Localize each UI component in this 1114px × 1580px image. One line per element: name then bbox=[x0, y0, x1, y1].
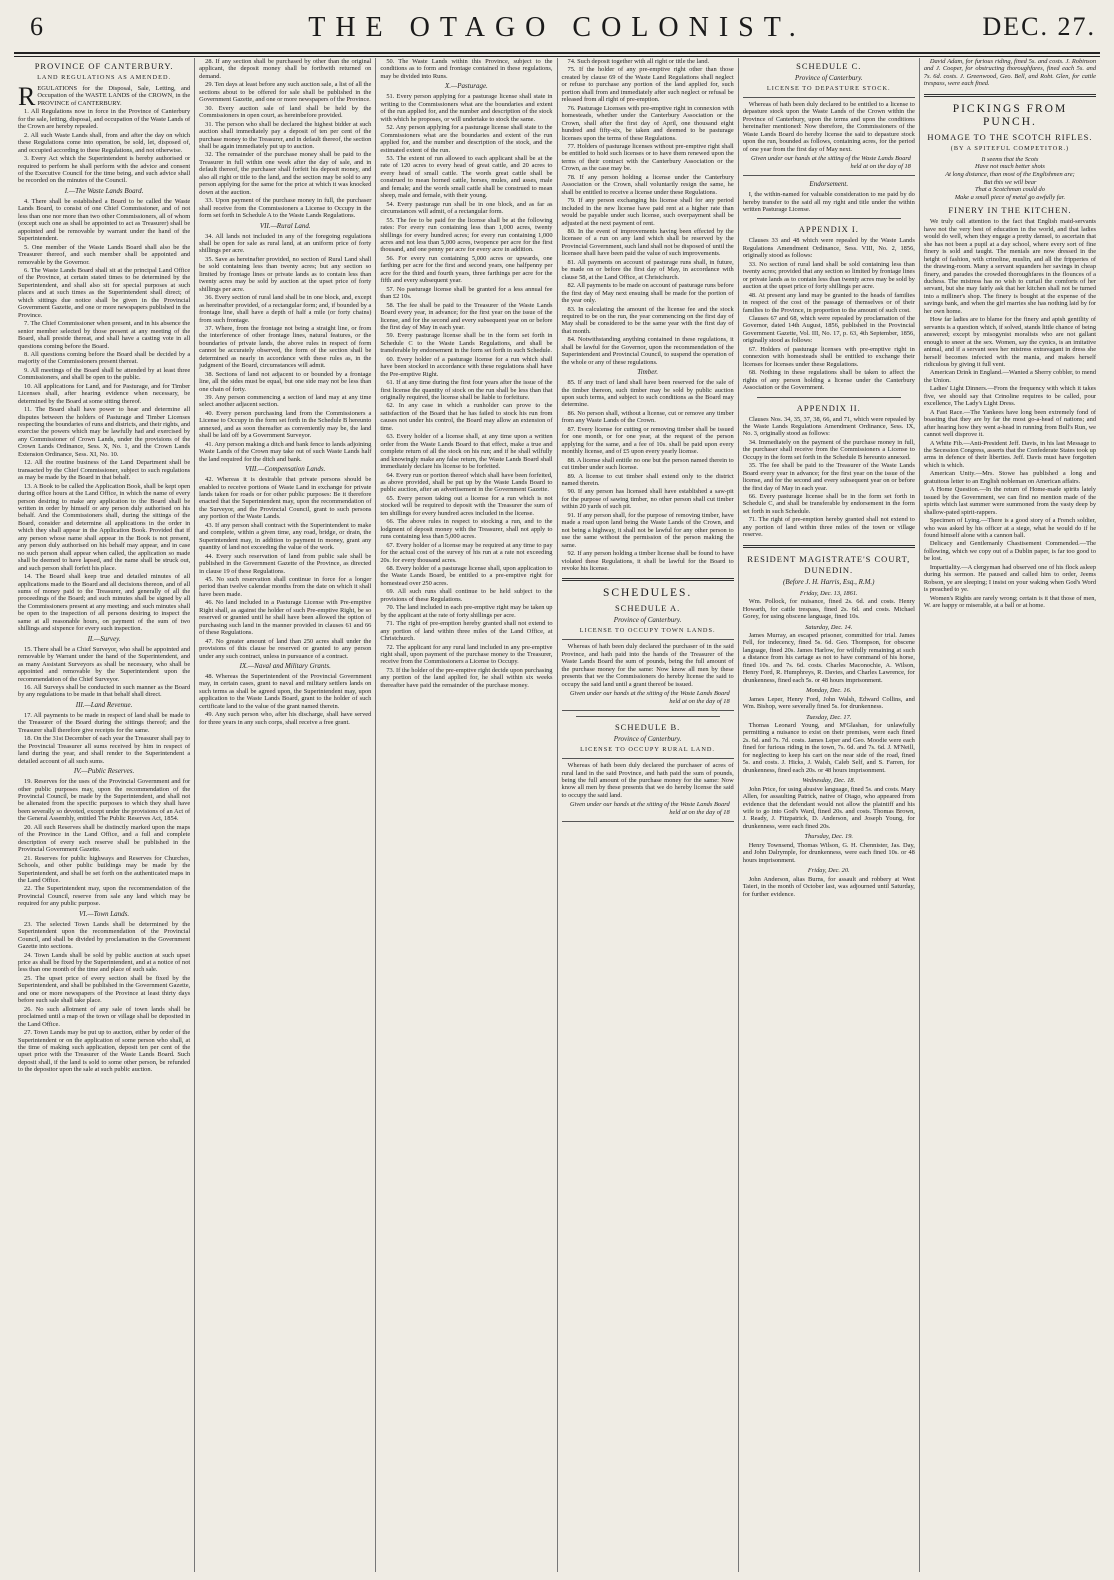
schedule-c-heading: SCHEDULE C. bbox=[796, 61, 862, 71]
paragraph: 64. Every run or portion thereof which shall have been forfeited, as above provided, shall be put up by the Waste Lands Board to public auction, after an advertisement in the Government Gazette. bbox=[380, 471, 553, 494]
poem-line: Make a small piece of metal go awfully far. bbox=[954, 193, 1066, 201]
paragraph: 5. One member of the Waste Lands Board shall also be the Treasurer thereof, and such member shall be appointed and removable by the Governor. bbox=[18, 243, 191, 266]
schedule-a-heading: SCHEDULE A. bbox=[614, 603, 681, 614]
paragraph: 52. Any person applying for a pasturage license shall state to the Commissioners what are the boundaries and extent of the run applied for, and the number and description of the stock, and the estimated extent of the run. bbox=[380, 124, 553, 154]
endorsement-heading: Endorsement. bbox=[809, 180, 849, 189]
finery-heading: FINERY IN THE KITCHEN. bbox=[948, 205, 1072, 216]
paragraph: 31. The person who shall be declared the highest bidder at such auction shall immediately pay a deposit of ten per cent of the purchase money to the Treasurer, and in default thereof, the section shall be again immediately put up to auction. bbox=[199, 120, 372, 150]
paragraph: 73. If the holder of the pre-emptive right decide upon purchasing any portion of the land applied for, he shall within six weeks thereafter have paid the remainder of the purchase money. bbox=[380, 666, 553, 689]
paragraph: 40. Every person purchasing land from the Commissioners a License to Occupy in the form set forth in the Schedule B hereunto annexed, and as soon thereafter as conveniently may be, the land shall be laid off by a Government Surveyor. bbox=[199, 409, 372, 440]
paragraph: 58. The fee shall be paid to the Treasurer of the Waste Lands Board every year, in advance; for the first year on the issue of the license, and for the second and every subsequent year on or before the first day of May in each year. bbox=[380, 301, 553, 331]
newspaper-title: THE OTAGO COLONIST. bbox=[308, 12, 806, 43]
masthead-rule bbox=[14, 52, 1100, 57]
court-date: Tuesday, Dec. 17. bbox=[806, 713, 852, 721]
paragraph: 26. No such allotment of any sale of town lands shall be proclaimed until a map of the town or village shall be deposited in the Land Office. bbox=[18, 1005, 191, 1028]
schedule-b-caption: LICENSE TO OCCUPY RURAL LAND. bbox=[580, 746, 716, 754]
court-entry: Thomas Leonard Young, and M'Glashan, for unlawfully permitting a nuisance to exist on their premises, were each fined 2s. 6d. and 7s. 7d. costs. James Leper and Geo. Moodie were each fined for furious riding in the town, 7s. 6d. and 7s. 6d. J. M'Neill, for neglecting to keep his cart on the near side of the road, fined 5s. and costs. J. Hicks, J. Walsh, Caleb Self, and S. Farren, for drunkenness, fined each 20s. or 48 hours imprisonment. bbox=[742, 722, 915, 774]
paragraph: 67. Every holder of a license may be required at any time to pay for the actual cost of the survey of his run at a rate not exceeding 20s. for every thousand acres. bbox=[380, 541, 553, 564]
masthead bbox=[14, 6, 1100, 50]
section-heading: PROVINCE OF CANTERBURY. bbox=[34, 61, 174, 71]
divider bbox=[757, 397, 901, 398]
paragraph: 41. Any person making a ditch and bank fence to lands adjoining Waste Lands of the Crown may take out of such Waste Lands half the land required for the ditch and bank. bbox=[199, 440, 372, 463]
subsection-heading: VI.—Town Lands. bbox=[79, 909, 130, 918]
paragraph: 18. On the 31st December of each year the Treasurer shall pay to the Provincial Treasurer all sums received by him in respect of land during the year, and shall render to the Superintendent a detailed account of all such sums. bbox=[18, 735, 191, 765]
paragraph: 85. If any tract of land shall have been reserved for the sale of the timber thereon, such timber may be sold by public auction upon such terms, and subject to such conditions as the Board may determine. bbox=[561, 379, 734, 409]
poem-line: That a Scotchman could do bbox=[974, 186, 1045, 194]
court-entry: John Anderson, alias Burns, for assault and robbery at West Taieri, in the month of October last, was adjourned until Saturday, for further evidence. bbox=[742, 875, 915, 898]
paragraph: 68. Every holder of a pasturage license shall, upon application to the Waste Lands Board, be entitled to a pre-emptive right for homestead over 250 acres. bbox=[380, 565, 553, 587]
appendix-1-heading: APPENDIX I. bbox=[798, 224, 859, 235]
paragraph: 9. All meetings of the Board shall be attended by at least three Commissioners, and shall be open to the public. bbox=[18, 366, 191, 382]
issue-date: DEC. 27. bbox=[982, 12, 1096, 41]
schedule-c-caption: LICENSE TO DEPASTURE STOCK. bbox=[766, 85, 891, 92]
column-6 bbox=[919, 58, 1100, 1572]
paragraph: 11. The Board shall have power to hear and determine all disputes between the holders of Pasturage and Timber Licenses respecting the boundaries of runs and districts, and their rights, and exercise the powers which may be lawfully had and exercised by any Commissioner of Crown Lands, under the provisions of the Crown Lands Ordinance, Sess. X, No. 1, and the Crown Lands Extension Ordinance, Sess. XI, No. 10. bbox=[18, 406, 191, 458]
paragraph: 28. If any section shall be purchased by other than the original applicant, the deposit money shall be forthwith returned on demand. bbox=[199, 58, 372, 80]
paragraph: 38. Sections of land not adjacent to or bounded by a frontage line, all the sides must be equal, but one side may not be less than one chain of forty. bbox=[199, 370, 372, 393]
paragraph: 78. If any person holding a license under the Canterbury Association or the Crown, shall voluntarily resign the same, he shall be entitled to receive a license under these Regulations. bbox=[561, 173, 734, 196]
paragraph: 27. Town Lands may be put up to auction, either by order of the Superintendent or on the application of some person who shall, at the time of making such application, deposit ten per cent of the upset price with the Treasurer of the Waste Lands Board. Such deposit shall, if the land is sold to some other person, be refunded to the depositor upon the sale at such public auction. bbox=[18, 1029, 191, 1074]
paragraph: A White Fib.—Anti-President Jeff. Davis, in his last Message to the Secession Congress, asserts that the Confederate States took up arms in defence of their liberties. Jeff. Davis must have forgotten which is which. bbox=[923, 439, 1097, 469]
court-date: Wednesday, Dec. 18. bbox=[802, 777, 856, 785]
paragraph: 79. If any person exchanging his license shall for any period included in the new license have paid rent at a higher rate than would be payable under such license, such overpayment shall be adjusted at the next payment of rent. bbox=[561, 197, 734, 227]
paragraph: 48. Whereas the Superintendent of the Provincial Government may, in certain cases, grant to naval and military settlers lands on such terms as shall be agreed upon, the Superintendent may, upon application to the Waste Lands Board, grant to the holder of such certificate land to the value of the grant named therein. bbox=[199, 672, 372, 710]
appendix-2-heading: APPENDIX II. bbox=[796, 402, 861, 413]
paragraph: 63. Every holder of a license shall, at any time upon a written order from the Waste Lands Board to that effect, make a true and complete return of all the stock on his run; and if he shall wilfully and knowingly make any false return, the Waste Lands Board shall immediately declare his license to be forfeited. bbox=[380, 433, 553, 471]
paragraph: 34. All lands not included in any of the foregoing regulations shall be open for sale as rural land, at an uniform price of forty shillings per acre. bbox=[199, 232, 372, 255]
paragraph: We truly call attention to the fact that English maid-servants have not the very best of education in the world, and that ladies would do well, when they engage a pretty damsel, to ascertain that she has not been a pupil at a day school, where every sort of fine finery is sold and taught. The menials are now dressed in the height of fashion, with crinoline, muslin, and all the fripperies of the drawing-room. Many a servant squanders her savings in cheap finery, and parades the crowded thoroughfares in the flounces of a duchess. The mistress has no wish to curtail the comforts of her servant, but she may fairly ask that her kitchen shall not be turned into a milliner's shop. The finery is bought at the expense of the savings bank, and when the girl marries she has nothing laid by for her own home. bbox=[923, 218, 1097, 315]
subsection-heading: I.—The Waste Lands Board. bbox=[64, 186, 144, 195]
form-signature-line: Given under our hands at the sitting of the Waste Lands Board held at on the day of 18 bbox=[569, 690, 730, 705]
poem-line: But this we will bear bbox=[983, 178, 1037, 186]
homage-heading: HOMAGE TO THE SCOTCH RIFLES. bbox=[927, 131, 1093, 142]
paragraph: 82. All payments to be made on account of pasturage runs before the first day of May next ensuing shall be made for the portion of the year only. bbox=[561, 282, 734, 305]
page-columns bbox=[14, 58, 1100, 1572]
paragraph: Delicacy and Gentlemanly Chastisement Commended.—The following, which we copy out of a Dublin paper, is far too good to be lost. bbox=[923, 540, 1097, 563]
paragraph: 10. All applications for Land, and for Pasturage, and for Timber Licenses shall, after hearing evidence when necessary, be determined by the Board at some sitting thereof. bbox=[18, 382, 191, 405]
column-3 bbox=[375, 58, 556, 1572]
paragraph: 4. There shall be established a Board to be called the Waste Lands Board, to consist of one Chief Commissioner, and of not less than one nor more than two other Commissioners, all of whom (except such one as shall be appointed to act as Treasurer) shall be appointed and be removable by warrant under the hand of the Superintendent. bbox=[18, 197, 191, 243]
paragraph: A Fast Race.—The Yankees have long been extremely fond of boasting that they are by far the most go-a-head of nations; and after hearing how they went a-head in running from Bull's Run, we cannot well disprove it. bbox=[923, 408, 1097, 439]
form-signature-line: Given under our hands at the sitting of the Waste Lands Board held at on the day of 18 bbox=[569, 801, 730, 816]
divider bbox=[576, 716, 720, 717]
form-text: Whereas of hath been duly declared the purchaser of acres of rural land in the said Province, and hath paid the sum of pounds, being the full amount of the purchase money for the same: Now know all men by these presents that we do hereby license the said to occupy the said land. bbox=[561, 762, 734, 799]
paragraph: 35. The fee shall be paid to the Treasurer of the Waste Lands Board every year in advance; for the first year on the issue of the license, and for the second and every subsequent year on or before the first day of May in each year. bbox=[742, 462, 915, 492]
paragraph: Ladies' Light Dinners.—From the frequency with which it takes five, we should say that Crinoline requires to be called, pour excellence, The Lady's Light Dress. bbox=[923, 385, 1097, 408]
paragraph: 21. Reserves for public highways and Reserves for Churches, Schools, and other public buildings may be made by the Superintendent, and shall be set forth on the authenticated maps in the Land Office. bbox=[18, 854, 191, 884]
paragraph: 1. All Regulations now in force in the Province of Canterbury for the sale, letting, disposal, and occupation of the Waste Lands of the Crown are hereby repealed. bbox=[18, 108, 191, 131]
paragraph: 88. A license shall entitle no one but the person named therein to cut timber under such license. bbox=[561, 456, 734, 472]
poem-line: Have not much better shots bbox=[974, 163, 1045, 171]
paragraph: American Unity.—Mrs. Stowe has published a long and gratuitous letter to an English nobleman on American affairs. bbox=[923, 470, 1097, 485]
paragraph: 44. Every such reservation of land from public sale shall be published in the Government Gazette of the Province, as directed in clause 19 of these Regulations. bbox=[199, 552, 372, 575]
paragraph: 12. All the routine business of the Land Department shall be transacted by the Chief Commissioner, subject to such regulations as may be made by the Board in that behalf. bbox=[18, 459, 191, 482]
paragraph: 3. Every Act which the Superintendent is hereby authorised or required to perform he shall perform with the advice and consent of the Executive Council for the time being, and such advice shall be recorded on the minutes of the Council. bbox=[18, 155, 191, 185]
paragraph: 33. Upon payment of the purchase money in full, the purchaser shall receive from the Commissioners a License to Occupy in the form set forth in Schedule A to the Waste Lands Regulations. bbox=[199, 197, 372, 220]
schedule-b-form bbox=[562, 758, 734, 822]
paragraph: 55. The fee to be paid for the license shall be at the following rates: For every run containing less than 1,000 acres, twenty shillings for every hundred acres; for every run containing 1,000 acres and not less than 5,000 acres, twopence per acre for the first thousand, and one penny per acre for every acre in addition. bbox=[380, 216, 553, 254]
paragraph: 66. The above rules in respect to stocking a run, and to the lodgment of deposit money with the Treasurer, shall not apply to runs containing less than 5,000 acres. bbox=[380, 518, 553, 541]
column-2 bbox=[194, 58, 375, 1572]
paragraph: 67. Holders of pasturage licenses with pre-emptive right in connexion with homesteads shall be entitled to exchange their licenses for licenses under these Regulations. bbox=[742, 345, 915, 368]
paragraph: 43. If any person shall contract with the Superintendent to make and complete, within a given time, any road, bridge, or drain, the Superintendent may, in addition to payment in money, grant any quantity of land not exceeding the value of the work. bbox=[199, 521, 372, 552]
schedule-c-form bbox=[743, 97, 915, 176]
schedule-b-province: Province of Canterbury. bbox=[613, 735, 682, 744]
paragraph: 56. For every run containing 5,000 acres or upwards, one farthing per acre for the first and second years, one halfpenny per acre for the third and fourth years, three farthings per acre for the fifth and every subsequent year. bbox=[380, 254, 553, 285]
paragraph: 42. Whereas it is desirable that private persons should be enabled to receive portions of Waste Land in exchange for private lands taken for roads or for other public purposes: Be it therefore enacted that the Superintendent may, upon the recommendation of the Surveyor, and the Provincial Council, grant to such persons any portion of the Waste Lands. bbox=[199, 476, 372, 521]
paragraph: 29. Ten days at least before any such auction sale, a list of all the sections about to be offered for sale shall be published in the Government Gazette, and one or more newspapers of the Province. bbox=[199, 81, 372, 104]
paragraph: 71. The right of pre-emption hereby granted shall not extend to any portion of land within three miles of the Land Office, at Christchurch. bbox=[380, 620, 553, 643]
paragraph: 60. Every holder of a pasturage license for a run which shall have been stocked in accordance with these regulations shall have the Pre-emptive Right. bbox=[380, 355, 553, 378]
paragraph: 65. Every person taking out a license for a run which is not stocked will be required to deposit with the Treasurer the sum of ten shillings for every hundred acres included in the license. bbox=[380, 494, 553, 517]
paragraph: 83. In calculating the amount of the license fee and the stock required to be on the run, the year commencing on the first day of May shall be considered to be the same year with the first day of that month. bbox=[561, 305, 734, 335]
paragraph: 54. Every pasturage run shall be in one block, and as far as circumstances will admit, of a rectangular form. bbox=[380, 200, 553, 216]
column-4 bbox=[557, 58, 738, 1572]
paragraph: Clauses Nos. 34, 35, 37, 38, 66, and 71, which were repealed by the Waste Lands Regulations Amendment Ordinance, Sess. IX, No. 3, originally stood as follows: bbox=[742, 415, 915, 438]
paragraph: 80. In the event of improvements having been effected by the licensee of a run on any land which shall be reserved by the Provincial Government, such land shall not be disposed of until the licensee shall have been paid the value of such improvements. bbox=[561, 227, 734, 258]
paragraph: 17. All payments to be made in respect of land shall be made to the Treasurer of the Board during the sittings thereof; and the Treasurer shall therefore give receipts for the same. bbox=[18, 711, 191, 734]
paragraph: 48. At present any land may be granted to the heads of families in respect of the cost of the passage of themselves or of their families to the Province, in proportion to the amount of such cost. bbox=[742, 291, 915, 314]
paragraph: 57. No pasturage license shall be granted for a less annual fee than £2 10s. bbox=[380, 285, 553, 301]
intro-text: EGULATIONS for the Disposal, Sale, Letting, and Occupation of the WASTE LANDS of the CROWN, in the PROVINCE of CANTERBURY. bbox=[37, 85, 191, 107]
paragraph: 6. The Waste Lands Board shall sit at the principal Land Office of the Province, at certain stated times to be determined by the Superintendent, and shall also sit for special purposes at such places and at such times as the Superintendent shall direct; of which sittings due notice shall be given in the Provincial Government Gazette, and one or more newspapers published in the Province. bbox=[18, 266, 191, 319]
paragraph: 49. Any such person who, after his discharge, shall have served for three years in any such corps, shall receive a free grant. bbox=[199, 711, 372, 726]
paragraph: 87. Every license for cutting or removing timber shall be issued for one month, or for one year, at the request of the person applying for the same, and a fee of 10s. shall be paid upon every monthly license, and of £5 upon every yearly license. bbox=[561, 425, 734, 456]
schedule-a-form bbox=[562, 639, 734, 711]
paragraph: David Adam, for furious riding, fined 5s. and costs. J. Robinson and J. Cooper, for obstructing thoroughfares, fined each 5s. and 7s. 6d. costs. J. Greenwood, Geo. Bell, and Robt. Glen, for cattle trespass, were each fined. bbox=[923, 58, 1097, 88]
paragraph: 25. The upset price of every section shall be fixed by the Superintendent, and shall be published in the Government Gazette, and one or more newspapers of the Province at least thirty days before such sale shall take place. bbox=[18, 974, 191, 1005]
pickings-heading: PICKINGS FROM PUNCH. bbox=[952, 102, 1068, 128]
paragraph: 66. Every pasturage license shall be in the form set forth in Schedule C, and shall be transferable by endorsement in the form set forth in such Schedule. bbox=[742, 493, 915, 515]
column-5 bbox=[738, 58, 919, 1572]
court-entry: James Murray, an escaped prisoner, committed for trial. James Fell, for indecency, fined 5s. 6d. Geo. Thompson, for obscene language, fined 20s. James Harlow, for wilfully remaining at such a distance from his cartage as not to have command of his horse, fined 10s. and 7s. 6d. costs. Charles Maconochie, A. Wilson, Henry Ford, R. Humphreys, R. Davies, and Charles Lawrence, for drunkenness, fined each 5s. or 48 hours imprisonment. bbox=[742, 632, 915, 684]
paragraph: 72. The applicant for any rural land included in any pre-emptive right shall, upon payment of the purchase money to the Treasurer, receive from the Commissioners a License to Occupy. bbox=[380, 643, 553, 666]
paragraph: 30. Every auction sale of land shall be held by the Commissioners in open court, as hereinbefore provided. bbox=[199, 104, 372, 120]
court-entry: Henry Townsend, Thomas Wilson, G. H. Chennister, Jas. Day, and John Dalrymple, for drunkenness, were each fined 10s. or 48 hours imprisonment. bbox=[742, 841, 915, 864]
form-text: Whereas of hath been duly declared to be entitled to a license to depasture stock upon the Waste Lands of the Crown within the Province of Canterbury, upon the terms and upon the conditions hereinafter mentioned: Now therefore, the Commissioners of the Waste Lands Board do hereby license the said to depasture stock upon the run, bounded as follows, containing acres, for the period of one year from the first day of May next. bbox=[742, 101, 915, 153]
paragraph: 34. Immediately on the payment of the purchase money in full, the purchaser shall receive from the Commissioners a License to Occupy in the form set forth in the Schedule B hereunto annexed. bbox=[742, 438, 915, 461]
paragraph: A Home Question.—In the return of Home-made spirits lately issued by the Government, we can find no mention made of the spirits which last summer were summoned from the vasty deep by shallow-pated spirit-rappers. bbox=[923, 486, 1097, 516]
paragraph: Specimen of Lying.—There is a good story of a French soldier, who was asked by his officer at a siege, what he would do if he found himself alone with a cannon ball. bbox=[923, 517, 1097, 539]
article-intro bbox=[18, 82, 191, 111]
court-entry: Wm. Pollock, for nuisance, fined 2s. 6d. and costs. Henry Howarth, for cattle trespass, fined 2s. 6d. and costs. Michael Gorey, for using obscene language, fined 10s. bbox=[742, 598, 915, 621]
paragraph: 59. Every pasturage license shall be in the form set forth in Schedule C to the Waste Lands Regulations, and shall be transferable by endorsement in the form set forth in such Schedule. bbox=[380, 332, 553, 355]
paragraph: 69. All such runs shall continue to be held subject to the provisions of these Regulations. bbox=[380, 588, 553, 603]
schedule-b-heading: SCHEDULE B. bbox=[614, 722, 681, 733]
court-date: Saturday, Dec. 14. bbox=[805, 623, 853, 631]
paragraph: 33. No section of rural land shall be sold containing less than twenty acres; provided that any section so limited by frontage lines or private lands as to contain less than twenty acres may be sold by auction at the upset price of forty shillings per acre. bbox=[742, 260, 915, 291]
paragraph: 53. The extent of run allowed to each applicant shall be at the rate of 120 acres to every head of great cattle, and 20 acres to every head of small cattle. The words great cattle shall be construed to mean horned cattle, horses, mules, and asses, male and female; and the words small cattle shall be construed to mean sheep, male and female, with their young. bbox=[380, 154, 553, 200]
paragraph: 77. Holders of pasturage licenses without pre-emptive right shall be entitled to hold such licenses or to have them renewed upon the terms of their contract with the Canterbury Association or the Crown, as the case may be. bbox=[561, 142, 734, 173]
page-number: 6 bbox=[30, 12, 43, 41]
subsection-heading: IV.—Public Reserves. bbox=[73, 767, 135, 776]
divider bbox=[743, 545, 915, 548]
paragraph: 68. Nothing in these regulations shall be taken to affect the rights of any person holding a license under the Canterbury Association or the Government. bbox=[742, 369, 915, 392]
paragraph: American Drink in England.—Wanted a Sherry cobbler, to mend the Union. bbox=[923, 369, 1097, 384]
paragraph: 2. All such Waste Lands shall, from and after the day on which these Regulations come into operation, be sold, let, disposed of, and occupied according to these Regulations, and not otherwise. bbox=[18, 131, 191, 154]
paragraph: 24. Town Lands shall be sold by public auction at such upset price as shall be fixed by the Superintendent, and at a notice of not less than one month of the time and place of such sale. bbox=[18, 951, 191, 974]
paragraph: 32. The remainder of the purchase money shall be paid to the Treasurer in full within one week after the day of sale, and in default thereof, the purchaser shall forfeit his deposit money, and also all right or title to the land, and the section may be sold to any person applying for the same for the price at which it was knocked down at the auction. bbox=[199, 151, 372, 196]
subsection-heading: VII.—Rural Land. bbox=[259, 221, 311, 230]
paragraph: 50. The Waste Lands within this Province, subject to the conditions as to form and frontage contained in these regulations, may be divided into Runs. bbox=[380, 58, 553, 80]
poem bbox=[924, 156, 1096, 202]
drop-cap: R bbox=[18, 82, 36, 111]
court-date: Friday, Dec. 13, 1861. bbox=[799, 589, 858, 597]
subsection-heading: III.—Land Revenue. bbox=[75, 700, 133, 709]
form-signature-line: Given under our hands at the sitting of the Waste Lands Board held at on the day of 18 bbox=[751, 155, 911, 170]
paragraph: 89. A license to cut timber shall extend only to the district named therein. bbox=[561, 472, 734, 488]
paragraph: Impartiality.—A clergyman had observed one of his flock asleep during his sermon. He paused and called him to order, Jeems Robson, ye are sleeping; I insist on your waking when God's Word is preached to ye. bbox=[923, 563, 1097, 594]
paragraph: 16. All Surveys shall be conducted in such manner as the Board by any regulations to be made in that behalf shall direct. bbox=[18, 683, 191, 699]
paragraph: 19. Reserves for the uses of the Provincial Government and for other public purposes may, upon the recommendation of the Provincial Council, be made by the Superintendent, and shall not be alienated from the specific purposes to which they shall have been severally so devoted, except under the provisions of an Act of the General Assembly, entitled The Public Reserves Act, 1854. bbox=[18, 778, 191, 823]
paragraph: 14. The Board shall keep true and detailed minutes of all applications made to the Board and all decisions thereon, and of all sums of money paid to the Treasurer, and generally of all the proceedings of the Board; and such minutes shall be signed by all the Commissioners present at any meeting; and such minutes shall be open to the inspection of all persons desiring to inspect the same at all reasonable hours, on payment of the sum of two shillings and sixpence for every such inspection. bbox=[18, 573, 191, 633]
paragraph: 61. If at any time during the first four years after the issue of the first license the quantity of stock on the run shall be less than that originally required, the license shall be liable to forfeiture. bbox=[380, 379, 553, 402]
paragraph: 84. Notwithstanding anything contained in these regulations, it shall be lawful for the Governor, upon the recommendation of the Superintendent and Provincial Council, to suspend the operation of the whole or any of these regulations. bbox=[561, 336, 734, 366]
paragraph: 37. Where, from the frontage not being a straight line, or from the interference of other frontage lines, natural features, or the boundaries of private lands, the above rules in respect of form cannot be accurately observed, the form of the section shall be determined as nearly in accordance with these rules as, in the judgment of the Board, circumstances will admit. bbox=[199, 324, 372, 370]
paragraph: 92. If any person holding a timber license shall be found to have violated these Regulations, it shall be lawful for the Board to revoke his license. bbox=[561, 550, 734, 572]
paragraph: 36. Every section of rural land shall be in one block, and, except as hereinafter provided, of a rectangular form; and, if bounded by a frontage line, shall have a depth of half a mile (or forty chains) from such frontage. bbox=[199, 294, 372, 324]
paragraph: 23. The selected Town Lands shall be determined by the Superintendent upon the recommendation of the Provincial Council, and shall be divided by proclamation in the Government Gazette into sections. bbox=[18, 920, 191, 951]
court-subheading: (Before J. H. Harris, Esq., R.M.) bbox=[783, 577, 875, 586]
paragraph: 76. Pasturage Licenses with pre-emptive right in connexion with homesteads, whether under the Canterbury Association or the Crown, shall after the first day of April, one thousand eight hundred and fifty-six, be taken and deemed to be pasturage licenses upon the terms of these Regulations. bbox=[561, 104, 734, 142]
paragraph: 35. Save as hereinafter provided, no section of Rural Land shall be sold containing less than twenty acres; but any section so limited by frontage lines or private lands as to contain less than twenty acres may be sold by auction at the upset price of forty shillings per acre. bbox=[199, 255, 372, 293]
paragraph: 13. A Book to be called the Application Book, shall be kept open during office hours at the Land Office, in which the name of every person desiring to make any application to the Board shall be written in order by himself or any person duly authorised on his behalf. And the Commissioners shall, during the sittings of the Board, consider and determine all applications in the order in which they shall appear in the Application Book. Provided that if any person whose name shall appear in the Book is not present, any person duly authorised on his behalf may appear, and in case no such person shall appear when called, the application so made shall be deemed to have lapsed, and the name shall be struck out, and such person shall forfeit his place. bbox=[18, 482, 191, 572]
poem-line: It seems that the Scots bbox=[981, 155, 1039, 163]
paragraph: 75. If the holder of any pre-emptive right other than those created by clause 69 of the Waste Land Regulations shall neglect or refuse to purchase any portion of the land applied for, such portion shall from and immediately after such neglect or refusal be released from all right of pre-emption. bbox=[561, 66, 734, 104]
paragraph: 70. The land included in each pre-emptive right may be taken up by the applicant at the rate of forty shillings per acre. bbox=[380, 604, 553, 619]
court-date: Thursday, Dec. 19. bbox=[804, 833, 853, 841]
schedule-a-province: Province of Canterbury. bbox=[613, 616, 682, 625]
court-entry: John Price, for using abusive language, fined 5s. and costs. Mary Allen, for assaulting Patrick, native of Otago, who appeared from evidence that the defendant would not allow the plaintiff and his wife to go into God's Ward, fined 20s. and costs. Thomas Brown, J. Ready, J. Fitzpatrick, D. Anderson, and Joseph Young, for drunkenness, were each fined 20s. bbox=[742, 785, 915, 830]
paragraph: 22. The Superintendent may, upon the recommendation of the Provincial Council, reserve from sale any land which may be required for any public purpose. bbox=[18, 885, 191, 908]
paragraph: 86. No person shall, without a license, cut or remove any timber from any Waste Lands of the Crown. bbox=[561, 409, 734, 425]
subsection-heading: VIII.—Compensation Lands. bbox=[245, 465, 326, 474]
column-1 bbox=[14, 58, 194, 1572]
court-date: Monday, Dec. 16. bbox=[806, 687, 852, 695]
paragraph: 51. Every person applying for a pasturage license shall state in writing to the Commissioners what are the boundaries and extent of the run applied for, and the number and description of the stock with which he proposes, or will undertake to stock the same. bbox=[380, 93, 553, 123]
section-subheading: LAND REGULATIONS AS AMENDED. bbox=[37, 74, 172, 81]
paragraph: 7. The Chief Commissioner when present, and in his absence the senior member selected by those present at any meeting of the Board, shall preside thereat, and shall have a casting vote in all questions coming before the Board. bbox=[18, 320, 191, 350]
paragraph: Clauses 67 and 68, which were repealed by proclamation of the Governor, dated 14th August, 1856, published in the Provincial Government Gazette, Vol. III, No. 17, p. 63, 4th September, 1856, originally stood as follows: bbox=[742, 314, 915, 345]
divider bbox=[924, 94, 1096, 97]
paragraph: 81. All payments on account of pasturage runs shall, in future, be made on or before the first day of May, in accordance with clause 58, at the Land Office, at Christchurch. bbox=[561, 258, 734, 281]
paragraph: 71. The right of pre-emption hereby granted shall not extend to any portion of land within three miles of the town or village reserve. bbox=[742, 516, 915, 539]
poem-line: At long distance, than most of the Englishmen are; bbox=[945, 171, 1075, 178]
schedule-a-caption: LICENSE TO OCCUPY TOWN LANDS. bbox=[579, 627, 716, 635]
paragraph: 15. There shall be a Chief Surveyor, who shall be appointed and removable by Warrant under the hand of the Superintendent, and as many Assistant Surveyors as shall be necessary, who shall be appointed and removable by the Superintendent upon the recommendation of the Chief Surveyor. bbox=[18, 645, 191, 683]
paragraph: 62. In any case in which a runholder can prove to the satisfaction of the Board that he has failed to stock his run from causes not under his control, the Board may allow an extension of time. bbox=[380, 402, 553, 432]
subsection-heading: X.—Pasturage. bbox=[445, 82, 488, 91]
paragraph: 8. All questions coming before the Board shall be decided by a majority of the Commissioners present thereat. bbox=[18, 350, 191, 366]
court-heading: RESIDENT MAGISTRATE'S COURT, DUNEDIN. bbox=[747, 553, 911, 575]
paragraph: 47. No greater amount of land than 250 acres shall under the provisions of this clause be reserved or granted to any person under any such contract, unless in pursuance of a contract. bbox=[199, 637, 372, 660]
paragraph: 46. No land included in a Pasturage License with Pre-emptive Right shall, as against the holder of such Pre-emptive Right, be so reserved or granted until he shall have been allowed the option of purchasing such land in the manner provided in clauses 61 and 66 of these Regulations. bbox=[199, 599, 372, 637]
paragraph: 20. All such Reserves shall be distinctly marked upon the maps of the Province in the Land Office, and a full and complete description of every such reserve shall be published in the Provincial Government Gazette. bbox=[18, 823, 191, 854]
subsection-heading: II.—Survey. bbox=[87, 634, 121, 643]
homage-byline: (BY A SPITEFUL COMPETITOR.) bbox=[950, 144, 1070, 152]
paragraph: I, the within-named for valuable consideration to me paid by do hereby transfer to the said all my right and title under the within written Pasturage License. bbox=[742, 191, 915, 213]
schedules-heading: SCHEDULES. bbox=[602, 587, 693, 600]
paragraph: 91. If any person shall, for the purpose of removing timber, have made a road upon land being the Waste Lands of the Crown, and not being a highway, it shall not be lawful for any other person to use the same without the permission of the person making the same. bbox=[561, 511, 734, 549]
schedule-c-province: Province of Canterbury. bbox=[794, 74, 863, 82]
paragraph: 90. If any person has licensed shall have established a saw-pit for the purpose of sawing timber, no other person shall cut timber within 20 yards of such pit. bbox=[561, 488, 734, 511]
court-entry: James Leper, Henry Ford, John Walsh, Edward Collins, and Wm. Bishop, were severally fined 5s. for drunkenness. bbox=[742, 695, 915, 711]
divider bbox=[757, 218, 901, 219]
form-text: Whereas of hath been duly declared the purchaser of in the said Province, and hath paid into the hands of the Treasurer of the Waste Lands Board the sum of pounds, being the full amount of the purchase money for the same: Now know all men by these presents that we the Commissioners do hereby license the said to occupy the said land until a grant thereof be issued. bbox=[561, 643, 734, 688]
subsection-heading: Timber. bbox=[637, 368, 658, 377]
paragraph: 45. No such reservation shall continue in force for a longer period than twelve calendar months from the date on which it shall have been made. bbox=[199, 576, 372, 598]
paragraph: How far ladies are to blame for the finery and apish gentility of servants is a question which, if solved, stands little chance of being answered; except by misogynist moralists who are not gallant enough to sneer at the sex. Women, say the cynics, is an imitative animal, and if a servant sees her mistress extravagant in dress she herself becomes infected with the mania, and makes herself ridiculous by giving it full vent. bbox=[923, 316, 1097, 368]
paragraph: Women's Rights are rarely wrong; certain is it that those of men, W. are happy or miserable, at a ball or at home. bbox=[923, 594, 1097, 610]
paragraph: Clauses 33 and 48 which were repealed by the Waste Lands Regulations Amendment Ordinance, Sess. VIII, No. 2, 1856, originally stood as follows: bbox=[742, 237, 915, 260]
divider bbox=[562, 578, 734, 581]
paragraph: 74. Such deposit together with all right or title the land. bbox=[567, 58, 710, 65]
paragraph: 39. Any person commencing a section of land may at any time select another adjacent section. bbox=[199, 394, 372, 409]
court-date: Friday, Dec. 20. bbox=[807, 867, 850, 875]
subsection-heading: IX.—Naval and Military Grants. bbox=[239, 661, 331, 670]
